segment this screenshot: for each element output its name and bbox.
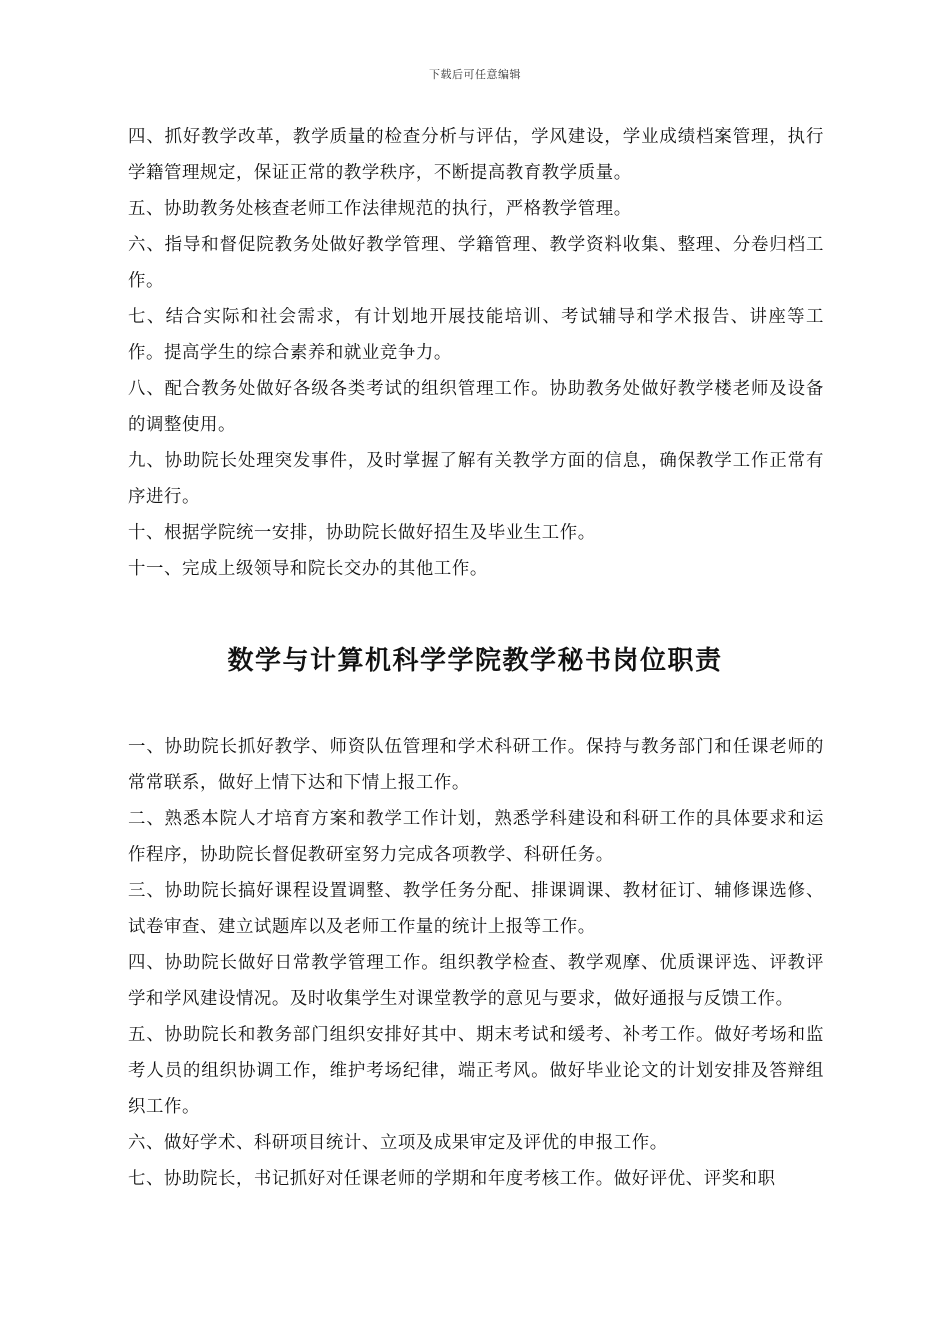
list-item: 五、协助院长和教务部门组织安排好其中、期末考试和缓考、补考工作。做好考场和监考人员的组织协调工作，维护考场纪律，端正考风。做好毕业论文的计划安排及答辩组织工作。 <box>128 1025 824 1117</box>
list-item: 八、配合教务处做好各级各类考试的组织管理工作。协助教务处做好教学楼老师及设备的调整使用。 <box>128 379 824 435</box>
list-item: 十一、完成上级领导和院长交办的其他工作。 <box>128 559 488 579</box>
list-item: 四、抓好教学改革，教学质量的检查分析与评估，学风建设，学业成绩档案管理，执行学籍管理规定，保证正常的教学秩序，不断提高教育教学质量。 <box>128 127 824 183</box>
secretary-duties-list <box>128 729 824 1197</box>
header-note: 下载后可任意编辑 <box>429 68 521 81</box>
list-item: 十、根据学院统一安排，协助院长做好招生及毕业生工作。 <box>128 523 596 543</box>
list-item: 五、协助教务处核查老师工作法律规范的执行，严格教学管理。 <box>128 199 632 219</box>
list-item: 三、协助院长搞好课程设置调整、教学任务分配、排课调课、教材征订、辅修课选修、试卷审查、建立试题库以及老师工作量的统计上报等工作。 <box>128 881 824 937</box>
list-item: 九、协助院长处理突发事件，及时掌握了解有关教学方面的信息，确保教学工作正常有序进行。 <box>128 451 824 507</box>
list-item: 四、协助院长做好日常教学管理工作。组织教学检查、教学观摩、优质课评选、评教评学和学风建设情况。及时收集学生对课堂教学的意见与要求，做好通报与反馈工作。 <box>128 953 824 1009</box>
list-item: 七、协助院长，书记抓好对任课老师的学期和年度考核工作。做好评优、评奖和职 <box>128 1169 776 1189</box>
list-item: 七、结合实际和社会需求，有计划地开展技能培训、考试辅导和学术报告、讲座等工作。提高学生的综合素养和就业竞争力。 <box>128 307 824 363</box>
list-item: 六、做好学术、科研项目统计、立项及成果审定及评优的申报工作。 <box>128 1133 668 1153</box>
list-item: 六、指导和督促院教务处做好教学管理、学籍管理、教学资料收集、整理、分卷归档工作。 <box>128 235 824 291</box>
responsibilities-list-continued <box>128 119 824 587</box>
document-title: 数学与计算机科学学院教学秘书岗位职责 <box>227 646 723 676</box>
list-item: 二、熟悉本院人才培育方案和教学工作计划，熟悉学科建设和科研工作的具体要求和运作程序，协助院长督促教研室努力完成各项教学、科研任务。 <box>128 809 824 865</box>
list-item: 一、协助院长抓好教学、师资队伍管理和学术科研工作。保持与教务部门和任课老师的常常联系，做好上情下达和下情上报工作。 <box>128 737 824 793</box>
